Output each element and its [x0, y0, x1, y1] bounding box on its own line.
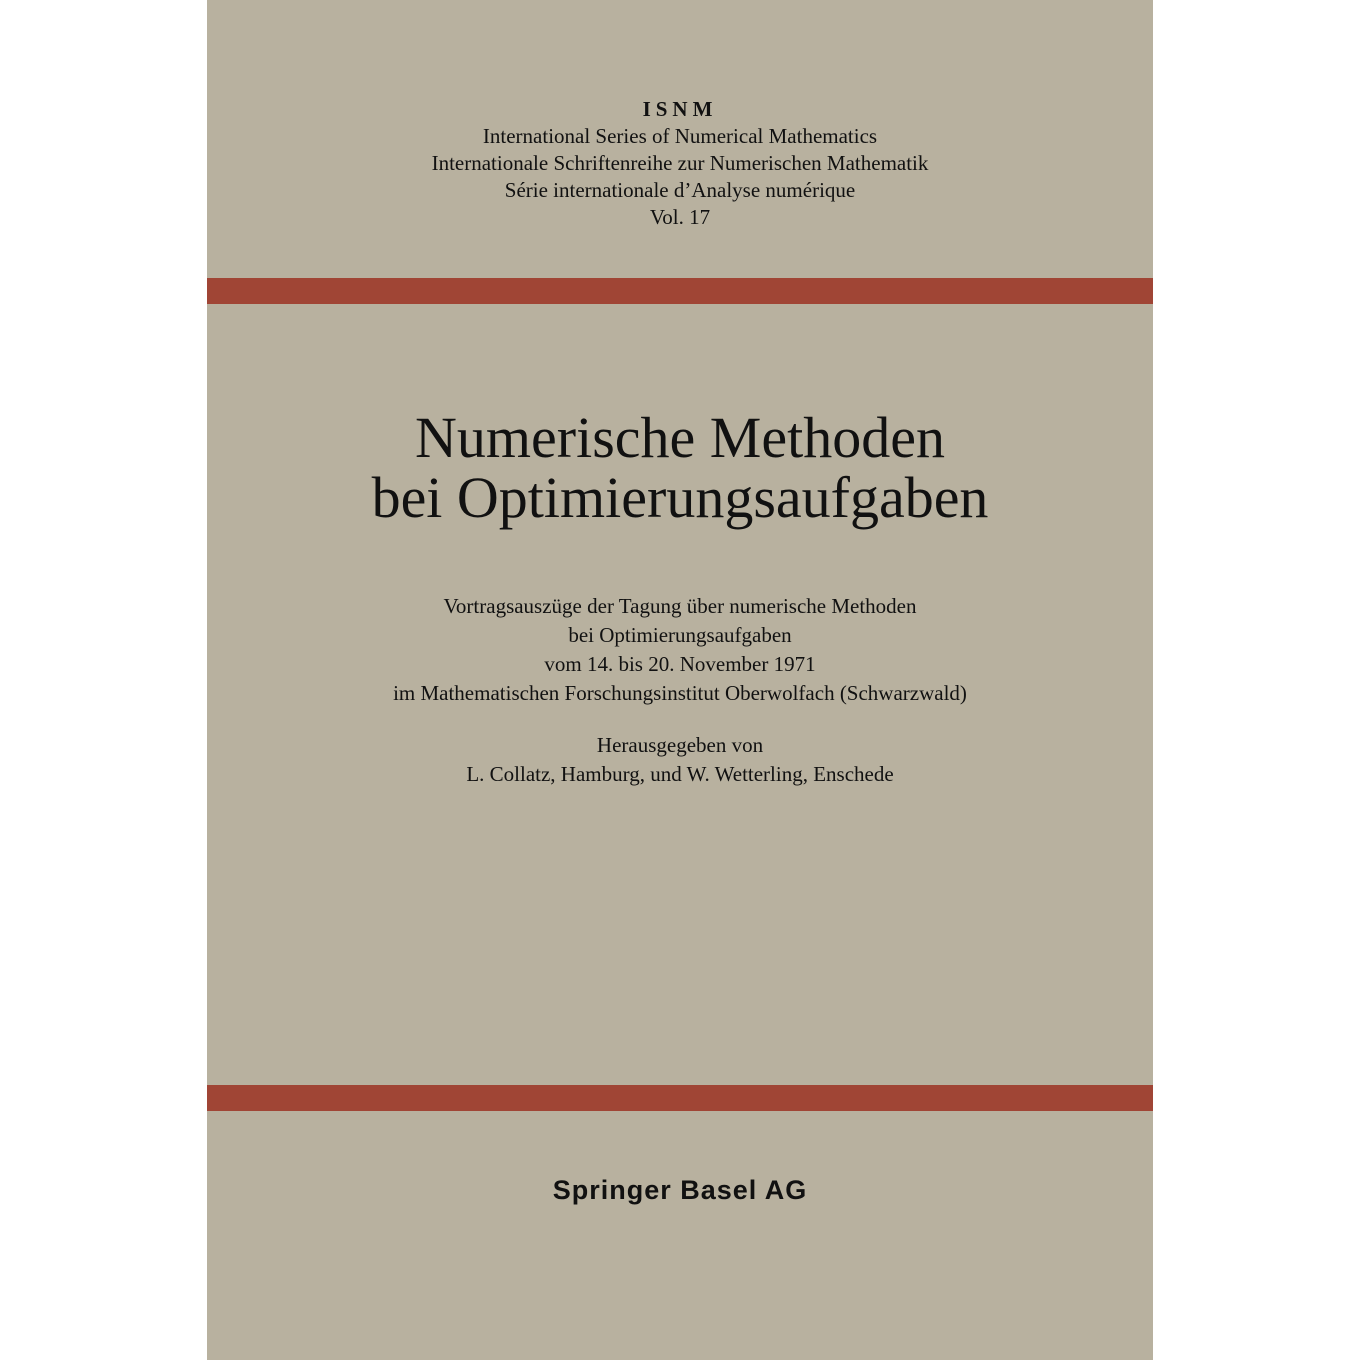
publisher-name: Springer Basel AG: [552, 1175, 808, 1205]
proceedings-line-4: im Mathematischen Forschungsinstitut Oberwolfach (Schwarzwald): [393, 681, 967, 705]
book-title-line-2: bei Optimierungsaufgaben: [371, 465, 989, 530]
top-divider-stripe: [207, 278, 1153, 304]
editors-label: Herausgegeben von: [596, 733, 764, 757]
proceedings-line-1: Vortragsauszüge der Tagung über numerische Methoden: [443, 594, 917, 618]
proceedings-line-2: bei Optimierungsaufgaben: [568, 623, 792, 647]
proceedings-description: [207, 592, 1153, 708]
series-name-german: Internationale Schriftenreihe zur Numerischen Mathematik: [431, 151, 929, 175]
book-cover: [207, 0, 1153, 1360]
bottom-divider-stripe: [207, 1085, 1153, 1111]
series-name-english: International Series of Numerical Mathematics: [482, 124, 878, 148]
editors-block: [207, 731, 1153, 789]
series-block: [207, 95, 1153, 231]
series-abbreviation: ISNM: [642, 97, 718, 121]
book-title-line-1: Numerische Methoden: [415, 405, 945, 470]
book-title: [207, 405, 1153, 530]
editors-names: L. Collatz, Hamburg, und W. Wetterling, Enschede: [466, 762, 894, 786]
proceedings-line-3: vom 14. bis 20. November 1971: [544, 652, 816, 676]
series-name-french: Série internationale d’Analyse numérique: [504, 178, 856, 202]
series-volume: Vol. 17: [649, 205, 711, 229]
